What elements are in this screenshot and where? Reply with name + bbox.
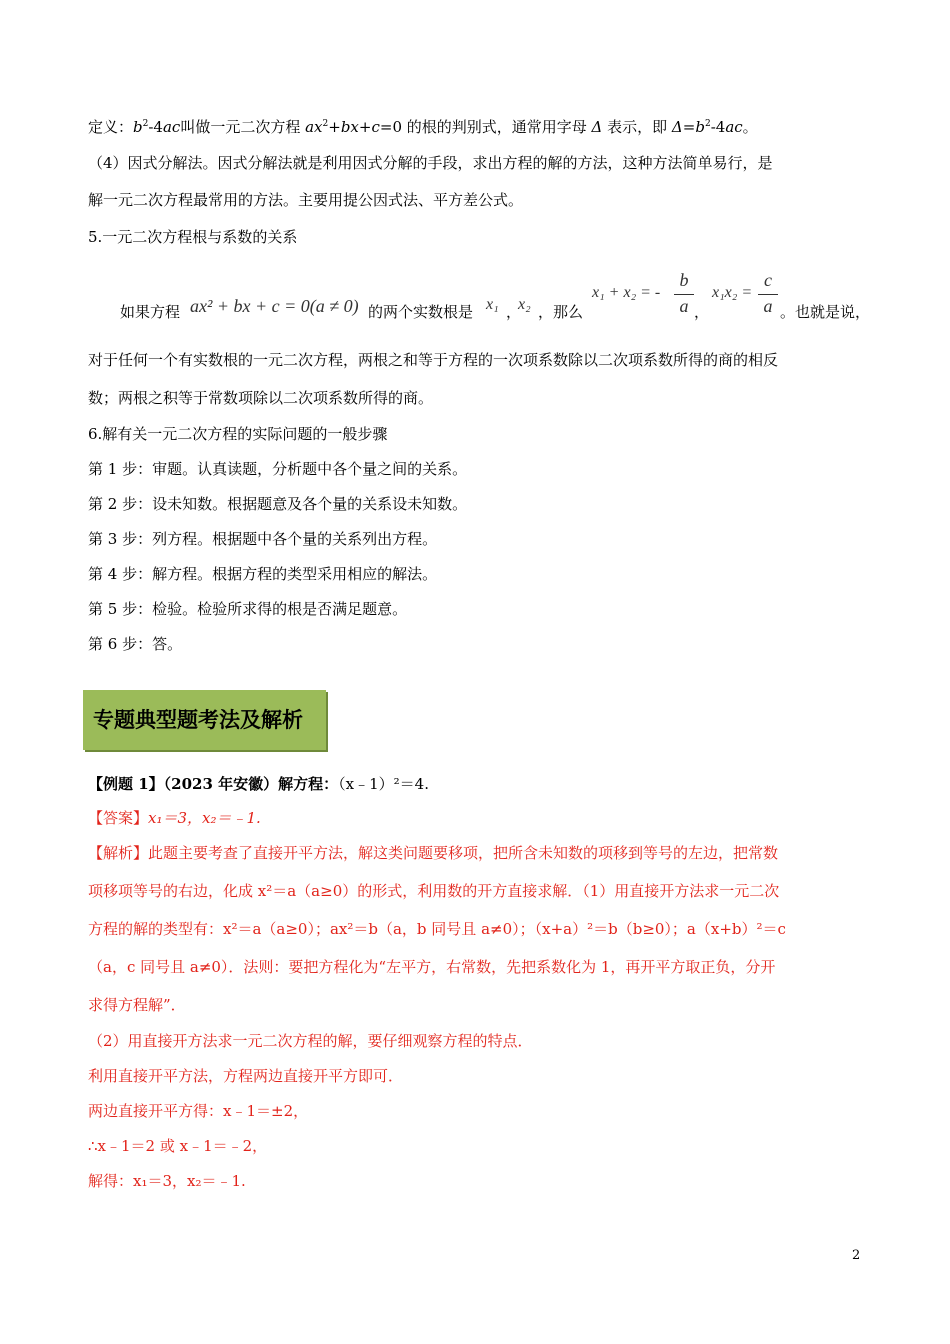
sum-denominator: a bbox=[679, 296, 689, 316]
sum-fraction-bar bbox=[674, 294, 694, 295]
quadratic-equation-formula: ax² + bx + c = 0(a ≠ 0) bbox=[190, 296, 359, 316]
vieta-roots-text: 的两个实数根是 bbox=[368, 303, 474, 321]
solution-line-2: ∴x﹣1＝2 或 x﹣1＝﹣2， bbox=[88, 1137, 268, 1155]
step-3: 第 3 步：列方程。根据题中各个量的关系列出方程。 bbox=[88, 530, 438, 548]
example-source: （2023 年安徽）解方程： bbox=[163, 775, 339, 793]
product-fraction-bar bbox=[758, 294, 778, 295]
step-4: 第 4 步：解方程。根据方程的类型采用相应的解法。 bbox=[88, 565, 438, 583]
page-number: 2 bbox=[852, 1248, 861, 1263]
banner-title: 专题典型题考法及解析 bbox=[93, 708, 303, 732]
step-2: 第 2 步：设未知数。根据题意及各个量的关系设未知数。 bbox=[88, 495, 468, 513]
product-denominator: a bbox=[763, 296, 773, 316]
roots-comma: ， bbox=[506, 303, 522, 321]
vieta-intro-text: 如果方程 bbox=[120, 303, 181, 321]
analysis-line-6: （2）用直接开方法求一元二次方程的解，要仔细观察方程的特点． bbox=[88, 1032, 533, 1050]
factorization-paragraph-line-1: （4）因式分解法。因式分解法就是利用因式分解的手段，求出方程的解的方法，这种方法简单易行，是 bbox=[88, 154, 773, 172]
section-banner bbox=[83, 690, 326, 750]
analysis-line-1: 【解析】此题主要考查了直接开平方法，解这类问题要移项，把所含未知数的项移到等号的左边，把常数 bbox=[88, 844, 779, 862]
discriminant-definition: 定义：$b^2-4ac$叫做一元二次方程 $ax^2+bx+c=0$ 的根的判别式，通常用字母 Δ 表示，即 $\Delta=b^2-4ac$。 bbox=[88, 118, 758, 136]
step-1: 第 1 步：审题。认真读题，分析题中各个量之间的关系。 bbox=[88, 460, 468, 478]
answer-text: x₁＝3，x₂＝﹣1. bbox=[148, 809, 261, 827]
root-x2: x₂ bbox=[518, 296, 531, 313]
solution-line-1: 两边直接开平方得：x﹣1＝±2， bbox=[88, 1102, 309, 1120]
vieta-post-text: 。也就是说， bbox=[780, 303, 871, 321]
example-equation: （x﹣1）²＝4. bbox=[338, 775, 429, 793]
product-of-roots-lhs: x₁x₂ = bbox=[712, 284, 753, 301]
analysis-line-3: 方程的解的类型有：x²＝a（a≥0）；ax²＝b（a，b 同号且 a≠0）；（x+a）²＝b（b≥0）；a（x+b）²＝c bbox=[88, 920, 786, 938]
sum-of-roots-lhs: x₁ + x₂ = - bbox=[592, 284, 661, 301]
sum-numerator: b bbox=[679, 270, 689, 290]
analysis-line-4: （a，c 同号且 a≠0）．法则：要把方程化为“左平方，右常数，先把系数化为 1，再开平方取正负，分开 bbox=[88, 958, 776, 976]
vieta-explanation-line-3: 数；两根之积等于常数项除以二次项系数所得的商。 bbox=[88, 389, 434, 407]
section-6-heading: 6.解有关一元二次方程的实际问题的一般步骤 bbox=[88, 425, 388, 443]
analysis-line-5: 求得方程解”． bbox=[88, 996, 186, 1014]
vieta-then-text: ，那么 bbox=[538, 303, 584, 321]
answer-label: 【答案】 bbox=[88, 809, 149, 827]
analysis-line-2: 项移项等号的右边，化成 x²＝a（a≥0）的形式，利用数的开方直接求解．（1）用直接开方法求一元二次 bbox=[88, 882, 780, 900]
example-label: 【例题 1】 bbox=[88, 775, 164, 793]
answer-line bbox=[88, 808, 261, 828]
vieta-explanation-line-2: 对于任何一个有实数根的一元二次方程，两根之和等于方程的一次项系数除以二次项系数所得的商的相反 bbox=[88, 351, 779, 369]
analysis-label: 【解析】 bbox=[88, 844, 149, 862]
section-5-heading: 5.一元二次方程根与系数的关系 bbox=[88, 228, 298, 246]
analysis-line-7: 利用直接开平方法，方程两边直接开平方即可． bbox=[88, 1067, 404, 1085]
example-1-heading bbox=[88, 774, 429, 794]
step-5: 第 5 步：检验。检验所求得的根是否满足题意。 bbox=[88, 600, 408, 618]
product-numerator: c bbox=[764, 270, 772, 290]
vieta-separator: ， bbox=[694, 303, 710, 321]
factorization-paragraph-line-2: 解一元二次方程最常用的方法。主要用提公因式法、平方差公式。 bbox=[88, 191, 524, 209]
step-6: 第 6 步：答。 bbox=[88, 635, 183, 653]
solution-line-3: 解得：x₁＝3，x₂＝﹣1. bbox=[88, 1172, 246, 1190]
root-x1: x₁ bbox=[486, 296, 499, 313]
